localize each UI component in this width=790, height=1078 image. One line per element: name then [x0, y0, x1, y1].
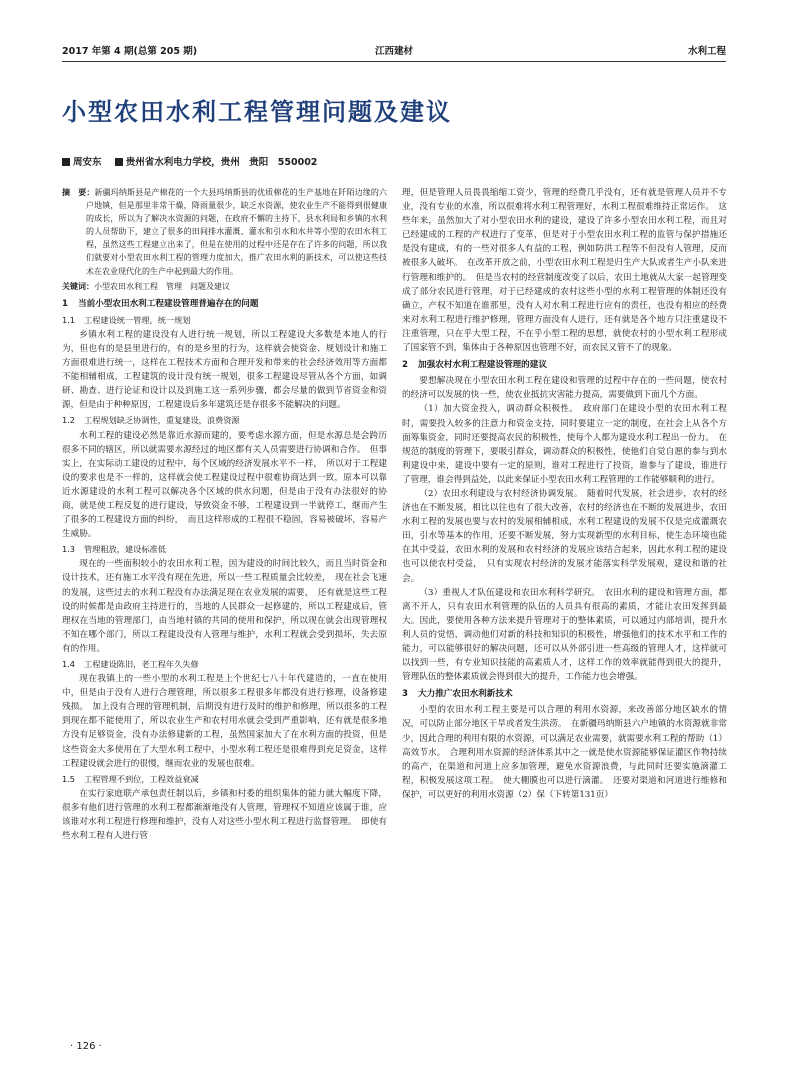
heading-text: 工程管理不到位，工程效益衰减: [84, 773, 199, 784]
heading-text: 工程规划缺乏协调性，重复建设，浪费资源: [84, 415, 240, 426]
keywords-text: 小型农田水利工程 管理 问题及建议: [94, 281, 230, 291]
left-body: [62, 297, 387, 844]
page-number: · 126 ·: [70, 1041, 102, 1052]
section-heading: [402, 358, 727, 372]
heading-number: 1.2: [62, 415, 76, 426]
heading-text: 大力推广农田水利新技术: [418, 689, 513, 700]
abstract-label: 摘 要：: [62, 188, 95, 197]
author-name: 周安东: [73, 157, 102, 168]
section-heading: [62, 297, 387, 311]
body-paragraph: 要想解决现在小型农田水利工程在建设和管理的过程中存在的一些问题，使农村的经济可以发展的快一些，使农业抵抗灾害能力提高，需要做到下面几个方面。: [402, 376, 727, 401]
square-bullet-icon: [115, 158, 123, 166]
body-paragraph: 理，但是管理人员畏畏缩缩工资少，管理的经费几乎没有，还有就是管理人员并不专业，没有专业的水准，所以很难将水利工程管理好，水利工程很难维持正常运作。 这些年来，虽然加大了对小型农田水利的建设，建设了许多小型农田水利工程，而且对已经建成的工程的产权进行了变革，但是对于小型农田水利工程的监管与保护措施还是没有建成，有的一些对很多人有益的工程，例如防洪工程等不但没有人管理，反而被很多人破坏。 在改革开放之前，小型农田水利工程是归生产大队或者生产小队来进行管理和维护的。 但是当农村的经营制度改变了以后，农田土地就从大家一起管理变成了部分农民进行管理，对于已经建成的农村这些小型的水利工程管理的体制还没有确立，产权不知道在谁那里，没有人对水利工程进行应有的责任，也没有相应的经费来对水利工程进行维护修理，管理方面没有人进行，还有就是各个地方只注重建设不注重管理，只在乎大型工程，不在乎小型工程的思想，就使农村的小型水利工程形成了国家管不到，集体由于各种原因也管理不好，而农民又管不了的现象。: [402, 188, 727, 354]
author-line: [62, 154, 317, 168]
body-paragraph: 乡镇水利工程的建设没有人进行统一规划，所以工程建设大多数是本地人的行为，但也有的是县里进行的，有的是乡里的行为，这样就会使资金、规划设计和施工方面很难进行统一，这样在工程技术方面和合理开发和带来的社会经济效用等方面都不能相辅相成，工程建筑的设计没有统一规划，很多工程建设尽管从各个方面，如调研、勘查、进行论证和设计以及到施工这一系列步骤，都会尽量的做到节省资金和资源，但是由于种种原因，工程建设后多年建筑还是存很多不能解决的问题。: [62, 329, 387, 411]
subsection-heading: [62, 313, 387, 327]
keywords-label: 关键词：: [62, 281, 94, 291]
header-rule: [62, 61, 726, 62]
body-paragraph: （2）农田水利建设与农村经济协调发展。 随着时代发展，社会进步，农村的经济也在不断发展，相比以往也有了很大改善，农村的经济也在不断的发展进步，农田水利工程的发展也要与农村的发展相辅相成，水利工程建设的发展不仅是完成灌溉农田，引水等基本的作用，还要不断发展，努力实现新型的水利目标，使生态环境也能在其中受益，农田水利的发展和农村经济的发展应该结合起来，因此水利工程的建设也可以使农村受益， 只有实现农村经济的发展才能落实科学发展观，建设和谐的社会。: [402, 488, 727, 584]
author-affiliation: 贵州省水利电力学校，贵州 贵阳 550002: [125, 157, 318, 168]
section-name: 水利工程: [687, 46, 726, 57]
body-paragraph: 水利工程的建设必然是靠近水源而建的，要考虑水源方面，但是水源总是会跨历很多不同的辖区，所以就需要水源经过的地区都有关人员需要进行协调和合作。 但事实上，在实际动工建设的过程中，每个区域的经济发展水平不一样， 所以对于工程建设的要求也是不一样的，这样就会使工程建设过程中很难协商达到一致，原本可以靠近水源建设的水利工程可以解决各个区域的供水问题，但是由于没有办法很好的协商，就是使工程反复的进行建设，导致资金不够，工程建设到一半就停工，继而产生了很多的工程建设方面的纠纷， 而且这样形成的工程很不稳固，容易被破坏，容易产生威胁。: [62, 430, 387, 540]
heading-number: 3: [402, 689, 408, 700]
body-paragraph: （3）重视人才队伍建设和农田水利科学研究。 农田水利的建设和管理方面，都离不开人，只有农田水利管理的队伍的人员具有很高的素质，才能让农田发挥到最大。因此，要使用各种方法来提升管理对于的整体素质，可以通过内部培训，提升水利人员的觉悟，调动他们对新的科技和知识的积极性，增强他们的技术水平和工作的能力，可以能够很好的解决问题，还可以从外部引进一些高级的管理人才，这样就可以找到一些，有专业知识技能的高素质人才，这样工作的效率就能得到很大的提升，管理队伍的整体素质就会得到很大的提升，工作能力也会增强。: [402, 587, 727, 683]
heading-number: 1.5: [62, 773, 76, 784]
square-bullet-icon: [62, 158, 70, 166]
keywords: [62, 280, 387, 293]
heading-text: 加强农村水利工程建设管理的建议: [418, 360, 547, 371]
right-body: [402, 186, 727, 802]
body-paragraph: （1）加大资金投入，调动群众积极性。 政府部门在建设小型的农田水利工程时，需要投入较多的注意力和资金支持，同时要建立一定的制度，在社会上从各个方面筹集资金，同时还要提高农民的积极性，使每个人都为建设水利工程出一份力。 在规范的制度的管理下，要吸引群众，调动群众的积极性，使他们自觉自愿的参与到水利建设中来，建设中要有一定的原则，谁对工程进行了投资，谁参与了建设，谁进行了管理，谁会得到益处，以此来保证小型农田水利工程管理的工作能够顺利的进行。: [402, 404, 727, 485]
subsection-heading: [62, 542, 387, 556]
heading-number: 1: [62, 298, 68, 309]
subsection-heading: [62, 657, 387, 671]
abstract: [62, 186, 387, 278]
article-title: 小型农田水利工程管理问题及建议: [62, 98, 452, 126]
right-column: [402, 186, 727, 802]
body-paragraph: 现在的一些面积较小的农田水利工程，因为建设的时间比较久，而且当时资金和设计技术，还有施工水平没有现在先进，所以一些工程质量会比较差， 现在社会飞速的发展，这些过去的水利工程没有办法满足现在农业发展的需要， 还有就是这些工程设的时候都是由政府主持进行的，当地的人民群众一起修建的，所以工程建成后，管理权在当地的管理部门，由当地村镇的共同的使用和保护，所以现在就会出现管理权不知在哪个部门，所以工程建设没有人管理与维护，水利工程就会受到损坏，失去原有的作用。: [62, 559, 387, 654]
heading-number: 1.1: [62, 314, 76, 325]
section-heading: [402, 687, 727, 701]
heading-number: 2: [402, 360, 408, 371]
heading-number: 1.3: [62, 544, 76, 555]
body-paragraph: 现在我镇上的一些小型的水利工程是上个世纪七八十年代建造的，一直在使用中，但是由于没有人进行合理管理，所以很多工程很多年都没有进行修理，设备修建残损。 加上没有合理的管理机制，后期没有进行及时的维护和修理，所以很多的工程到现在都不能使用了，所以农业生产和农村用水就会受到严重影响，还有就是很多地方没有足够资金，没有办法修建新的工程，虽然国家加大了在水利方面的投资，但是这些资金大多使用在了大型水利工程中，小型水利工程还是很难得到充足资金，这样工程建设就会进行的很慢，继而农业的发展也很难。: [62, 674, 387, 769]
journal-name: 江西建材: [374, 46, 413, 57]
running-header: [62, 43, 726, 59]
heading-text: 当前小型农田水利工程建设管理普遍存在的问题: [78, 298, 259, 309]
left-column: [62, 186, 387, 843]
heading-text: 工程建设统一管理，统一规划: [84, 314, 191, 325]
heading-number: 1.4: [62, 659, 76, 669]
heading-text: 管理粗放，建设标准低: [84, 544, 166, 555]
body-paragraph: 小型的农田水利工程主要是可以合理的利用水资源，来改善部分地区缺水的情况，可以防止部分地区干旱或者发生洪涝。 在新疆玛纳斯县六户地镇的水资源就非常少，因此合理的利用有限的水资源，可以满足农业需要，就需要水利工程的帮助（1）高效节水。 合理利用水资源的经济体系其中之一就是使水资源能够保证灌区作物持续的高产，在渠道和河道上应多加管理，避免水资源浪费，与此同时还要实施滴灌工程，积极发展这项工程。 使大棚膜也可以进行滴灌。 还要对渠道和河道进行维修和保护，可以更好的利用水资源（2）保（下转第131页）: [402, 705, 727, 800]
abstract-text: 新疆玛纳斯县是产棉花的一个大县玛纳斯县的优质棉花的生产基地在阡陌边缘的六户地镇，但是那里非常干燥，降雨量很少，缺乏水资源，使农业生产不能得到很健康的成长，所以为了解决水资源的问题，在政府不懈的主持下，县水利局和乡镇的水利的人员帮助下，建立了很多的田间排水灌溉、灌水和引水和水井等小型的农田水利工程，虽然这些工程建立出来了，但是在使用的过程中还是存在了许多的问题，所以我们就要对小型农田水利工程的管理力度加大，推广农田水利的新技术，可以使这些技术在农业现代化的生产中起到最大的作用。: [86, 188, 387, 276]
heading-text: 工程建设陈旧，老工程年久失修: [84, 659, 199, 669]
issue-info: 2017 年第 4 期(总第 205 期): [62, 46, 198, 57]
body-paragraph: 在实行家庭联产承包责任制以后，乡镇和村委的组织集体的能力就大幅度下降，很多有他们进行管理的水利工程都渐渐地没有人管理，管理权不知道应该属于谁，应该谁对水利工程进行修理和维护，没有人对这些小型水利工程进行监督管理。 即使有些水利工程有人进行管: [62, 788, 387, 842]
subsection-heading: [62, 772, 387, 786]
subsection-heading: [62, 413, 387, 427]
